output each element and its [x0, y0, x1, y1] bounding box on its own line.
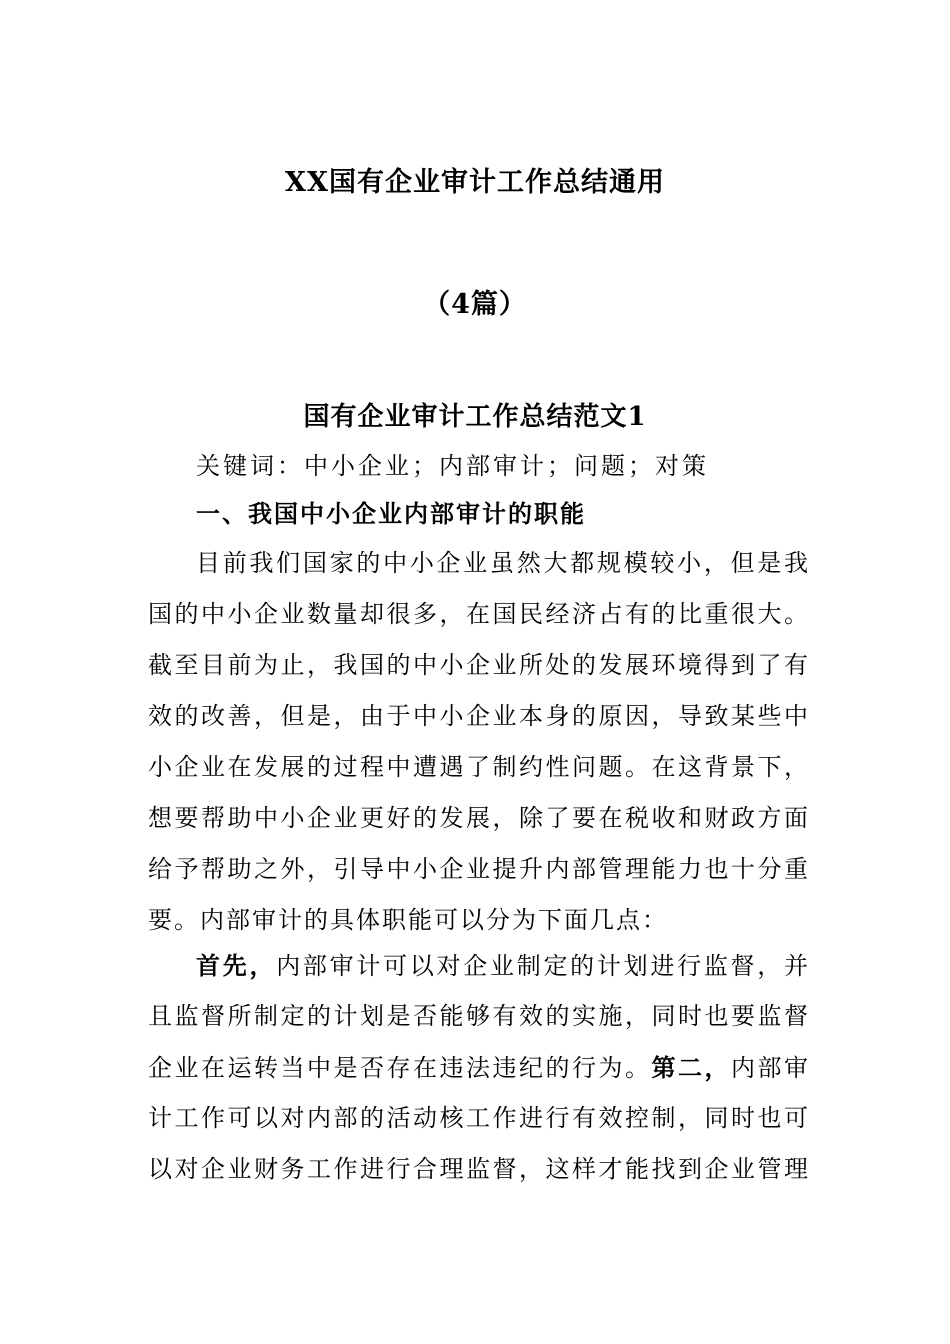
paragraph-2	[148, 940, 808, 1195]
paragraph-line: 目前我们国家的中小企业虽然大都规模较小，但是我	[196, 549, 808, 577]
document-title: XX国有企业审计工作总结通用	[285, 167, 665, 198]
heading-1: 一、我国中小企业内部审计的职能	[196, 499, 586, 528]
paragraph-line	[148, 940, 808, 991]
paragraph-line: 国的中小企业数量却很多，在国民经济占有的比重很大。	[148, 600, 808, 628]
paragraph-text: 内部审	[731, 1054, 808, 1082]
paragraph-line: 要。内部审计的具体职能可以分为下面几点：	[148, 906, 668, 934]
paragraph-line: 计工作可以对内部的活动核工作进行有效控制，同时也可	[148, 1104, 808, 1132]
document-subtitle: （4篇）	[423, 289, 527, 320]
bold-lead-first: 首先，	[196, 951, 277, 980]
paragraph-line: 以对企业财务工作进行合理监督，这样才能找到企业管理	[148, 1155, 808, 1183]
paragraph-line: 想要帮助中小企业更好的发展，除了要在税收和财政方面	[148, 804, 808, 832]
keywords-line: 关键词：中小企业；内部审计；问题；对策	[196, 452, 709, 480]
section-title: 国有企业审计工作总结范文1	[303, 402, 647, 432]
paragraph-text: 内部审计可以对企业制定的计划进行监督，并	[276, 952, 809, 980]
paragraph-line: 小企业在发展的过程中遭遇了制约性问题。在这背景下，	[148, 753, 808, 781]
paragraph-line: 效的改善，但是，由于中小企业本身的原因，导致某些中	[148, 702, 808, 730]
paragraph-line: 截至目前为止，我国的中小企业所处的发展环境得到了有	[148, 651, 808, 679]
paragraph-text: 企业在运转当中是否存在违法违纪的行为。	[148, 1054, 652, 1082]
paragraph-line: 且监督所制定的计划是否能够有效的实施，同时也要监督	[148, 1002, 808, 1030]
paragraph-1	[148, 538, 808, 946]
bold-lead-second: 第二，	[651, 1053, 731, 1082]
paragraph-line	[148, 1042, 808, 1093]
paragraph-line: 给予帮助之外，引导中小企业提升内部管理能力也十分重	[148, 855, 808, 883]
